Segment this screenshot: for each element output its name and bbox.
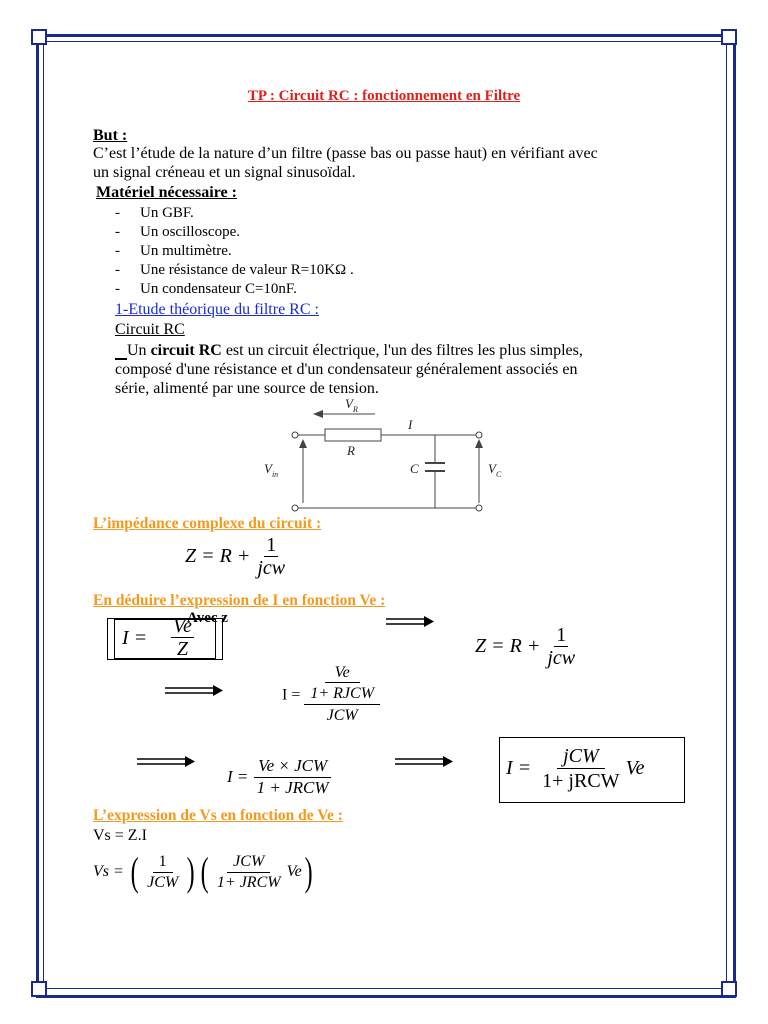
section1-heading: 1-Etude théorique du filtre RC : (115, 301, 319, 318)
rc-circuit-diagram (255, 395, 515, 520)
border-corner-ornament (31, 981, 47, 997)
implies-arrow (395, 754, 457, 770)
i-label: I (408, 417, 413, 432)
z-formula-right: Z = R + $\frac{1}{\text{jcw}}$ (475, 624, 576, 669)
implies-arrow (165, 683, 227, 699)
final-current-formula: I = $\frac{\text{jCW}}{\text{1+ jRCW}}$ Ve (506, 745, 645, 792)
materiel-heading: Matériel nécessaire : (96, 184, 237, 201)
avec-z-label: Avec z (187, 610, 228, 626)
but-heading: But : (93, 127, 128, 144)
current-formula-complex: I = $\frac{Ve}{\frac{\text{1+ RJCW}}{\text{JCW}}}$ (282, 664, 380, 727)
c-label: C (410, 461, 419, 476)
r-label: R (347, 443, 355, 458)
vc-label: $V_C$ (488, 461, 502, 479)
border-corner-ornament (31, 29, 47, 45)
impedance-formula: Z = R + $\frac{1}{\text{jcw}}$ (185, 534, 286, 579)
vs-equation: Vs = Z.I (93, 827, 147, 844)
deduire-heading: En déduire l’expression de I en fonction Ve : (93, 592, 386, 609)
but-text-line2: un signal créneau et un signal sinusoïdal. (93, 164, 356, 181)
materiel-list (115, 204, 354, 299)
section1-paragraph-line3: série, alimenté par une source de tension. (115, 380, 379, 397)
current-formula-product: I = $\frac{\text{Ve × JCW}}{\text{1 + JRCW}}$ (227, 756, 333, 798)
page-title: TP : Circuit RC : fonctionnement en Filtre (247, 88, 521, 104)
vs-heading: L’expression de Vs en fonction de Ve : (93, 807, 343, 824)
list-item: - Un multimètre. (115, 243, 232, 259)
but-text-line1: C’est l’étude de la nature d’un filtre (passe bas ou passe haut) en vérifiant avec (93, 145, 598, 162)
vr-label: $V_R$ (345, 396, 358, 414)
section1-paragraph-line1: Un circuit RC est un circuit électrique, l'un des filtres les plus simples, (127, 342, 583, 359)
list-item: - Une résistance de valeur R=10KΩ . (115, 262, 354, 278)
list-item: - Un condensateur C=10nF. (115, 281, 297, 297)
section1-subheading: Circuit RC (115, 321, 185, 338)
list-item: - Un GBF. (115, 205, 194, 221)
implies-arrow (137, 754, 199, 770)
boxed-current-formula: I = $\frac{Ve}{Z}$ (107, 618, 223, 660)
border-corner-ornament (721, 29, 737, 45)
border-corner-ornament (721, 981, 737, 997)
vs-formula: Vs = ( $\frac{1}{\text{JCW}}$ ) ( $\frac{\text{JCW}}{\text{1+ JRCW}}$ Ve) (93, 849, 313, 895)
implies-arrow (386, 614, 436, 630)
list-item: - Un oscilloscope. (115, 224, 240, 240)
vin-label: $V_{in}$ (264, 461, 279, 479)
section1-paragraph-line2: composé d'une résistance et d'un condensateur généralement associés en (115, 361, 578, 378)
impedance-heading: L’impédance complexe du circuit : (93, 515, 322, 532)
